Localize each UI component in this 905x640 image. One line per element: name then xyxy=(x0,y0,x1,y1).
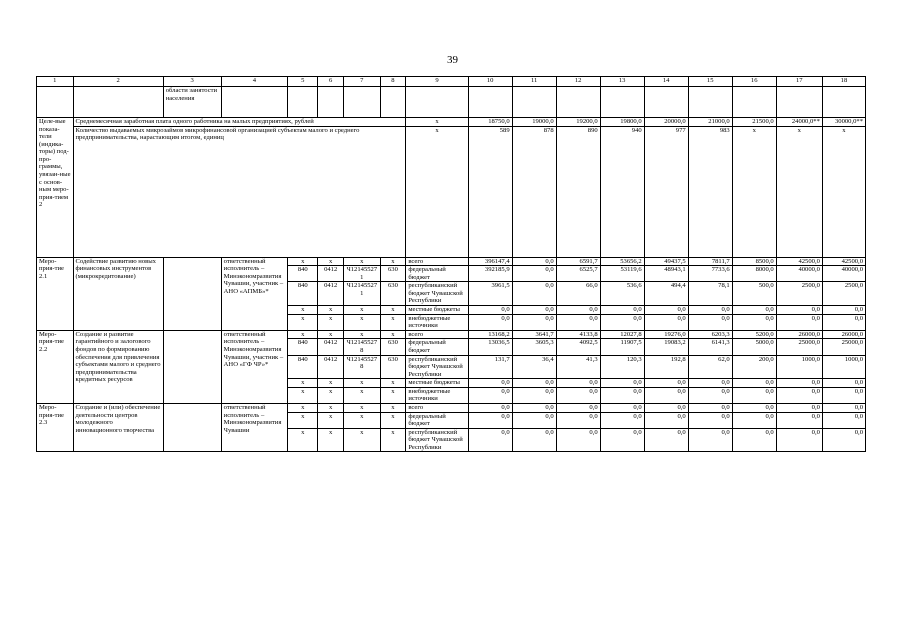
indicator-value: 878 xyxy=(512,126,556,257)
funding-value: 0,0 xyxy=(512,412,556,428)
code-c5: 840 xyxy=(288,355,318,379)
funding-value: 0,0 xyxy=(732,412,776,428)
funding-source: всего xyxy=(406,330,468,339)
funding-value: 0,0 xyxy=(512,428,556,452)
funding-value: 0,0 xyxy=(644,379,688,388)
funding-value: 7811,7 xyxy=(688,257,732,266)
funding-value: 11907,5 xyxy=(600,339,644,355)
code-c8: x xyxy=(380,428,406,452)
code-c6: 0412 xyxy=(318,355,344,379)
indicator-name: Среднемесячная заработная плата одного работника на малых предприятиях, рублей xyxy=(73,118,406,127)
code-c7: x xyxy=(344,314,381,330)
funding-value: 0,0 xyxy=(822,306,865,315)
funding-value: 536,6 xyxy=(600,282,644,306)
indicator-value: 30000,0** xyxy=(822,118,865,127)
event-row xyxy=(37,330,866,339)
funding-value: 0,0 xyxy=(822,412,865,428)
column-number-header: 14 xyxy=(644,77,688,87)
indicator-value: 19800,0 xyxy=(600,118,644,127)
funding-value: 0,0 xyxy=(512,403,556,412)
funding-value: 0,0 xyxy=(468,306,512,315)
funding-value: 6591,7 xyxy=(556,257,600,266)
code-c7: Ч121455278 xyxy=(344,339,381,355)
code-c5: 840 xyxy=(288,282,318,306)
funding-value: 0,0 xyxy=(688,314,732,330)
funding-value: 0,0 xyxy=(776,428,822,452)
funding-value: 42500,0 xyxy=(776,257,822,266)
code-c6: 0412 xyxy=(318,266,344,282)
funding-source: внебюджетные источники xyxy=(406,314,468,330)
funding-value: 0,0 xyxy=(776,403,822,412)
funding-value: 0,0 xyxy=(600,403,644,412)
indicator-value: 21000,0 xyxy=(688,118,732,127)
funding-value: 0,0 xyxy=(644,412,688,428)
program-table xyxy=(36,76,866,452)
code-c8: x xyxy=(380,412,406,428)
funding-value: 8500,0 xyxy=(732,257,776,266)
funding-value: 0,0 xyxy=(644,306,688,315)
funding-value: 0,0 xyxy=(556,403,600,412)
indicator-value: 20000,0 xyxy=(644,118,688,127)
funding-source: всего xyxy=(406,257,468,266)
funding-value: 0,0 xyxy=(776,314,822,330)
code-c6: x xyxy=(318,330,344,339)
code-c6: x xyxy=(318,412,344,428)
indicators-label: Целе-вые показа-тели (индика-торы) под-про-граммы, увязан-ные с основ-ным меро-прия-тием 2 xyxy=(37,118,74,258)
indicator-value: 983 xyxy=(688,126,732,257)
funding-value: 0,0 xyxy=(468,314,512,330)
event-name: Создание и развитие гарантийного и залогового фондов по формированию обеспечения для привлечения субъектами малого и среднего предпринимательства кредитных ресурсов xyxy=(73,330,163,403)
funding-value: 0,0 xyxy=(822,379,865,388)
funding-value: 42500,0 xyxy=(822,257,865,266)
funding-value: 0,0 xyxy=(822,387,865,403)
code-c7: Ч121455271 xyxy=(344,266,381,282)
indicator-unit: x xyxy=(406,126,468,257)
funding-value: 41,3 xyxy=(556,355,600,379)
funding-value: 0,0 xyxy=(688,387,732,403)
funding-value: 7733,6 xyxy=(688,266,732,282)
funding-value: 0,0 xyxy=(468,428,512,452)
indicator-value: 977 xyxy=(644,126,688,257)
funding-value: 8000,0 xyxy=(732,266,776,282)
funding-value: 0,0 xyxy=(644,314,688,330)
code-c6: x xyxy=(318,306,344,315)
funding-value: 0,0 xyxy=(732,428,776,452)
funding-value: 78,1 xyxy=(688,282,732,306)
funding-source: внебюджетные источники xyxy=(406,387,468,403)
indicator-row xyxy=(37,118,866,127)
code-c5: x xyxy=(288,387,318,403)
funding-value: 25000,0 xyxy=(776,339,822,355)
intro-row xyxy=(37,87,866,118)
code-c7: x xyxy=(344,428,381,452)
indicator-value: 890 xyxy=(556,126,600,257)
funding-value: 0,0 xyxy=(512,387,556,403)
funding-value: 0,0 xyxy=(512,257,556,266)
event-name: Содействие развитию новых финансовых инструментов (микрокредитование) xyxy=(73,257,163,330)
funding-value: 131,7 xyxy=(468,355,512,379)
code-c7: x xyxy=(344,306,381,315)
column-number-header: 2 xyxy=(73,77,163,87)
funding-value: 0,0 xyxy=(732,403,776,412)
funding-value: 40000,0 xyxy=(822,266,865,282)
funding-value: 5000,0 xyxy=(732,339,776,355)
funding-source: федеральный бюджет xyxy=(406,266,468,282)
code-c5: x xyxy=(288,403,318,412)
indicator-value: 589 xyxy=(468,126,512,257)
event-label: Меро-прия-тие 2.3 xyxy=(37,403,74,451)
column-number-header: 18 xyxy=(822,77,865,87)
code-c7: x xyxy=(344,412,381,428)
funding-value: 0,0 xyxy=(732,379,776,388)
table-body xyxy=(37,77,866,452)
funding-value: 3605,3 xyxy=(512,339,556,355)
code-c6: x xyxy=(318,314,344,330)
indicator-value: 940 xyxy=(600,126,644,257)
code-c8: x xyxy=(380,403,406,412)
code-c8: 630 xyxy=(380,339,406,355)
funding-value: 13168,2 xyxy=(468,330,512,339)
funding-value: 0,0 xyxy=(688,428,732,452)
code-c8: x xyxy=(380,387,406,403)
code-c5: x xyxy=(288,428,318,452)
funding-value: 0,0 xyxy=(822,428,865,452)
funding-value: 0,0 xyxy=(732,306,776,315)
column-number-header: 17 xyxy=(776,77,822,87)
code-c7: Ч121455271 xyxy=(344,282,381,306)
funding-value: 26000,0 xyxy=(822,330,865,339)
code-c5: x xyxy=(288,379,318,388)
code-c7: x xyxy=(344,403,381,412)
column-number-header: 9 xyxy=(406,77,468,87)
funding-value: 4133,8 xyxy=(556,330,600,339)
funding-value: 0,0 xyxy=(732,387,776,403)
column-number-header: 3 xyxy=(163,77,221,87)
funding-value: 0,0 xyxy=(600,379,644,388)
funding-value: 494,4 xyxy=(644,282,688,306)
funding-value: 0,0 xyxy=(600,428,644,452)
funding-value: 0,0 xyxy=(644,428,688,452)
funding-value: 13036,5 xyxy=(468,339,512,355)
funding-value: 0,0 xyxy=(556,379,600,388)
indicator-value: 24000,0** xyxy=(776,118,822,127)
column-number-header: 8 xyxy=(380,77,406,87)
funding-value: 2500,0 xyxy=(776,282,822,306)
funding-value: 2500,0 xyxy=(822,282,865,306)
code-c8: x xyxy=(380,379,406,388)
funding-value: 200,0 xyxy=(732,355,776,379)
indicator-value: 19000,0 xyxy=(512,118,556,127)
page-number: 39 xyxy=(447,54,458,66)
funding-value: 0,0 xyxy=(556,387,600,403)
event-empty-cell xyxy=(163,257,221,330)
funding-value: 0,0 xyxy=(600,306,644,315)
indicator-row xyxy=(37,126,866,257)
column-number-header: 11 xyxy=(512,77,556,87)
code-c6: 0412 xyxy=(318,339,344,355)
employment-area-cell: области занятости населения xyxy=(163,87,221,118)
funding-value: 3641,7 xyxy=(512,330,556,339)
column-number-header: 4 xyxy=(221,77,288,87)
event-name: Создание и (или) обеспечение деятельности центров молодежного инновационного творчества xyxy=(73,403,163,451)
code-c5: x xyxy=(288,257,318,266)
funding-value: 1000,0 xyxy=(776,355,822,379)
code-c5: x xyxy=(288,314,318,330)
funding-value: 0,0 xyxy=(556,428,600,452)
funding-value: 0,0 xyxy=(512,282,556,306)
funding-value: 48943,1 xyxy=(644,266,688,282)
funding-value: 0,0 xyxy=(600,412,644,428)
funding-value: 4092,5 xyxy=(556,339,600,355)
event-responsible: ответственный исполнитель – Минэкономразвития Чувашии xyxy=(221,403,288,451)
funding-source: местные бюджеты xyxy=(406,379,468,388)
column-number-header: 7 xyxy=(344,77,381,87)
funding-value: 62,0 xyxy=(688,355,732,379)
funding-value: 6141,3 xyxy=(688,339,732,355)
event-label: Меро-прия-тие 2.2 xyxy=(37,330,74,403)
code-c8: 630 xyxy=(380,355,406,379)
funding-value: 0,0 xyxy=(600,387,644,403)
funding-value: 0,0 xyxy=(688,403,732,412)
funding-value: 0,0 xyxy=(556,306,600,315)
funding-value: 0,0 xyxy=(776,412,822,428)
funding-value: 25000,0 xyxy=(822,339,865,355)
code-c5: x xyxy=(288,330,318,339)
code-c8: x xyxy=(380,257,406,266)
code-c5: 840 xyxy=(288,266,318,282)
funding-value: 0,0 xyxy=(512,379,556,388)
event-row xyxy=(37,403,866,412)
code-c8: x xyxy=(380,306,406,315)
event-empty-cell xyxy=(163,403,221,451)
funding-value: 0,0 xyxy=(732,314,776,330)
funding-source: федеральный бюджет xyxy=(406,339,468,355)
funding-value: 0,0 xyxy=(512,314,556,330)
funding-source: федеральный бюджет xyxy=(406,412,468,428)
indicator-unit: x xyxy=(406,118,468,127)
code-c6: x xyxy=(318,387,344,403)
code-c7: x xyxy=(344,379,381,388)
code-c5: x xyxy=(288,306,318,315)
column-number-header: 16 xyxy=(732,77,776,87)
code-c6: x xyxy=(318,257,344,266)
funding-value: 19083,2 xyxy=(644,339,688,355)
funding-value: 0,0 xyxy=(512,306,556,315)
column-number-header: 6 xyxy=(318,77,344,87)
funding-value: 0,0 xyxy=(468,387,512,403)
column-number-row xyxy=(37,77,866,87)
column-number-header: 15 xyxy=(688,77,732,87)
event-responsible: ответственный исполнитель – Минэкономразвития Чувашии, участник – АНО «АПМБ»* xyxy=(221,257,288,330)
code-c6: 0412 xyxy=(318,282,344,306)
column-number-header: 5 xyxy=(288,77,318,87)
code-c8: x xyxy=(380,330,406,339)
indicator-value: 21500,0 xyxy=(732,118,776,127)
event-empty-cell xyxy=(163,330,221,403)
funding-value: 26000,0 xyxy=(776,330,822,339)
code-c7: x xyxy=(344,330,381,339)
funding-value: 0,0 xyxy=(556,412,600,428)
funding-value: 0,0 xyxy=(688,306,732,315)
funding-value: 40000,0 xyxy=(776,266,822,282)
code-c6: x xyxy=(318,379,344,388)
funding-value: 0,0 xyxy=(644,403,688,412)
funding-value: 192,8 xyxy=(644,355,688,379)
code-c7: x xyxy=(344,387,381,403)
funding-value: 19276,0 xyxy=(644,330,688,339)
event-row xyxy=(37,257,866,266)
indicator-value: 18750,0 xyxy=(468,118,512,127)
indicator-value: x xyxy=(732,126,776,257)
funding-value: 0,0 xyxy=(688,379,732,388)
column-number-header: 1 xyxy=(37,77,74,87)
funding-value: 0,0 xyxy=(688,412,732,428)
funding-source: республиканский бюджет Чувашской Республики xyxy=(406,428,468,452)
funding-source: республиканский бюджет Чувашской Республики xyxy=(406,355,468,379)
funding-value: 0,0 xyxy=(776,306,822,315)
funding-value: 0,0 xyxy=(556,314,600,330)
funding-source: местные бюджеты xyxy=(406,306,468,315)
indicator-value: 19200,0 xyxy=(556,118,600,127)
funding-value: 36,4 xyxy=(512,355,556,379)
column-number-header: 12 xyxy=(556,77,600,87)
funding-value: 0,0 xyxy=(822,403,865,412)
funding-value: 0,0 xyxy=(512,266,556,282)
code-c8: 630 xyxy=(380,282,406,306)
funding-value: 49437,5 xyxy=(644,257,688,266)
indicator-value: x xyxy=(822,126,865,257)
funding-value: 6203,3 xyxy=(688,330,732,339)
code-c6: x xyxy=(318,428,344,452)
code-c7: Ч121455278 xyxy=(344,355,381,379)
funding-value: 0,0 xyxy=(468,379,512,388)
funding-value: 120,3 xyxy=(600,355,644,379)
funding-value: 0,0 xyxy=(822,314,865,330)
code-c6: x xyxy=(318,403,344,412)
event-responsible: ответственный исполнитель – Минэкономразвития Чувашии, участник – АНО «ГФ ЧР»* xyxy=(221,330,288,403)
code-c7: x xyxy=(344,257,381,266)
column-number-header: 13 xyxy=(600,77,644,87)
funding-value: 53656,2 xyxy=(600,257,644,266)
funding-value: 1000,0 xyxy=(822,355,865,379)
indicator-value: x xyxy=(776,126,822,257)
funding-value: 0,0 xyxy=(468,412,512,428)
funding-value: 12027,8 xyxy=(600,330,644,339)
funding-value: 0,0 xyxy=(776,379,822,388)
code-c5: x xyxy=(288,412,318,428)
funding-value: 5200,0 xyxy=(732,330,776,339)
funding-value: 0,0 xyxy=(468,403,512,412)
code-c8: x xyxy=(380,314,406,330)
funding-value: 0,0 xyxy=(644,387,688,403)
funding-value: 392185,9 xyxy=(468,266,512,282)
funding-source: всего xyxy=(406,403,468,412)
funding-value: 53119,6 xyxy=(600,266,644,282)
indicator-name: Количество выдаваемых микрозаймов микрофинансовой организацией субъектам малого и среднего предпринимательства, нарастающим итогом, единиц xyxy=(73,126,406,257)
funding-value: 3961,5 xyxy=(468,282,512,306)
event-label: Меро-прия-тие 2.1 xyxy=(37,257,74,330)
funding-value: 0,0 xyxy=(776,387,822,403)
funding-value: 396147,4 xyxy=(468,257,512,266)
column-number-header: 10 xyxy=(468,77,512,87)
funding-value: 66,0 xyxy=(556,282,600,306)
funding-source: республиканский бюджет Чувашской Республики xyxy=(406,282,468,306)
code-c8: 630 xyxy=(380,266,406,282)
code-c5: 840 xyxy=(288,339,318,355)
funding-value: 500,0 xyxy=(732,282,776,306)
funding-value: 0,0 xyxy=(600,314,644,330)
funding-value: 6525,7 xyxy=(556,266,600,282)
